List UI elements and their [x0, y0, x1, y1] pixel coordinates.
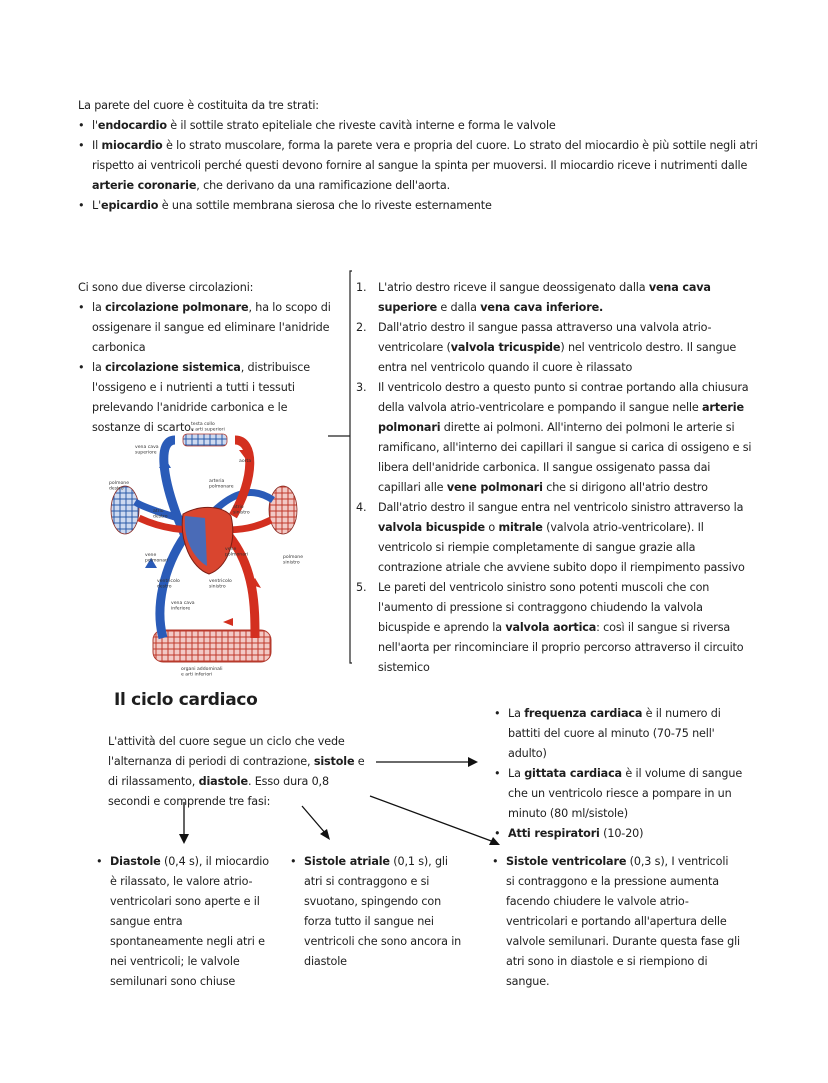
- phase-ventricular-systole: [492, 852, 740, 992]
- label-pulmonary-veins-right: vene polmonari: [225, 547, 249, 558]
- list-item: • l'endocardio è il sottile strato epiteliale che riveste cavità interne e forma le valvole: [78, 116, 758, 136]
- list-item: • L'epicardio è una sottile membrana sierosa che lo riveste esternamente: [78, 196, 758, 216]
- arrow-to-ventricular-systole: [370, 796, 494, 842]
- fact-item: • La gittata cardiaca è il volume di sangue che un ventricolo riesce a pompare in un minuto (80 ml/sistole): [494, 764, 754, 824]
- label-left-lung: polmone sinistro: [283, 555, 304, 566]
- list-item: • la circolazione polmonare, ha lo scopo di ossigenare il sangue ed eliminare l'anidride carbonica: [78, 298, 336, 358]
- label-pulmonary-veins-left: vene polmonari: [145, 553, 169, 564]
- label-abdominal-organs: organi addominali e arti inferiori: [181, 667, 223, 678]
- phase-item: • Sistole ventricolare (0,3 s), I ventricoli si contraggono e la pressione aumenta facendo chiudere le valvole atrio-ventricolari e portando all'apertura delle valvole semilunari. Durante questa fase gli atri sono in diastole e si riempiono di sangue.: [492, 852, 740, 992]
- cycle-title: Il ciclo cardiaco: [114, 690, 258, 710]
- label-right-ventricle: ventricolo destro: [157, 579, 180, 590]
- step-number: 5.: [356, 581, 367, 594]
- label-head-arms: testa collo e arti superiori: [191, 422, 225, 433]
- phase-list: [290, 852, 466, 972]
- step-item: 1. L'atrio destro riceve il sangue deossigenato dalla vena cava superiore e dalla vena cava inferiore.: [356, 278, 754, 318]
- list-item: • Il miocardio è lo strato muscolare, forma la parete vera e propria del cuore. Lo strato del miocardio è più sottile negli atri rispetto ai ventricoli perché questi devono fornire al sangue la spinta per muoversi. Il miocardio riceve i nutrimenti dalle arterie coronarie, che derivano da una ramificazione dell'aorta.: [78, 136, 758, 196]
- label-right-lung: polmone destro: [109, 481, 130, 492]
- label-pulmonary-artery: arteria polmonare: [209, 479, 234, 490]
- label-vena-cava-inf: vena cava inferiore: [171, 601, 195, 612]
- fact-item: • La frequenza cardiaca è il numero di battiti del cuore al minuto (70-75 nell' adulto): [494, 704, 754, 764]
- label-vena-cava-sup: vena cava superiore: [135, 445, 159, 456]
- step-item: 4. Dall'atrio destro il sangue entra nel ventricolo sinistro attraverso la valvola bicuspide o mitrale (valvola atrio-ventricolare). Il ventricolo si riempie completamente di sangue grazie alla contrazione atriale che avviene subito dopo il riempimento passivo: [356, 498, 754, 578]
- label-left-atrium: atrio sinistro: [233, 505, 250, 516]
- phase-item: • Diastole (0,4 s), il miocardio è rilassato, le valore atrio-ventricolari sono aperte e il sangue entra spontaneamente negli atri e nei ventricoli; le valvole semilunari sono chiuse: [96, 852, 270, 992]
- phase-diastole: [96, 852, 270, 992]
- list-item: • la circolazione sistemica, distribuisce l'ossigeno e i nutrienti a tutti i tessuti prelevando l'anidride carbonica e le sostanze di scarto.: [78, 358, 336, 438]
- label-aorta: aorta: [239, 459, 252, 464]
- step-number: 4.: [356, 501, 367, 514]
- step-number: 1.: [356, 281, 367, 294]
- fact-item: • Atti respiratori (10-20): [494, 824, 754, 844]
- arrow-to-atrial-systole: [302, 806, 326, 834]
- cycle-intro: L'attività del cuore segue un ciclo che vede l'alternanza di periodi di contrazione, sistole e di rilassamento, diastole. Esso dura 0,8 secondi e comprende tre fasi:: [108, 735, 365, 808]
- label-right-atrium: atrio destro: [153, 509, 168, 520]
- phase-item: • Sistole atriale (0,1 s), gli atri si contraggono e si svuotano, spingendo con forza tutto il sangue nei ventricoli che sono ancora in diastole: [290, 852, 466, 972]
- step-number: 2.: [356, 321, 367, 334]
- step-item: 3. Il ventricolo destro a questo punto si contrae portando alla chiusura della valvola atrio-ventricolare e pompando il sangue nelle arterie polmonari dirette ai polmoni. All'interno dei polmoni le arterie si ramificano, all'interno dei capillari il sangue si carica di ossigeno e si libera dell'anidride carbonica. Il sangue ossigenato passa dai capillari alle vene polmonari che si dirigono all'atrio destro: [356, 378, 754, 498]
- phase-atrial-systole: [290, 852, 466, 972]
- label-left-ventricle: ventricolo sinistro: [209, 579, 232, 590]
- step-item: 5. Le pareti del ventricolo sinistro sono potenti muscoli che con l'aumento di pressione si contraggono chiudendo la valvola bicuspide e aprendo la valvola aortica: così il sangue si riversa nell'aorta per rincominciare il proprio percorso attraverso il circuito sistemico: [356, 578, 754, 678]
- phase-list: [96, 852, 270, 992]
- step-number: 3.: [356, 381, 367, 394]
- circulations-heading: Ci sono due diverse circolazioni:: [78, 281, 254, 294]
- step-item: 2. Dall'atrio destro il sangue passa attraverso una valvola atrio-ventricolare (valvola tricuspide) nel ventricolo destro. Il sangue entra nel ventricolo quando il cuore è rilassato: [356, 318, 754, 378]
- phase-list: [492, 852, 740, 992]
- heart-wall-heading: La parete del cuore è costituita da tre strati:: [78, 99, 319, 112]
